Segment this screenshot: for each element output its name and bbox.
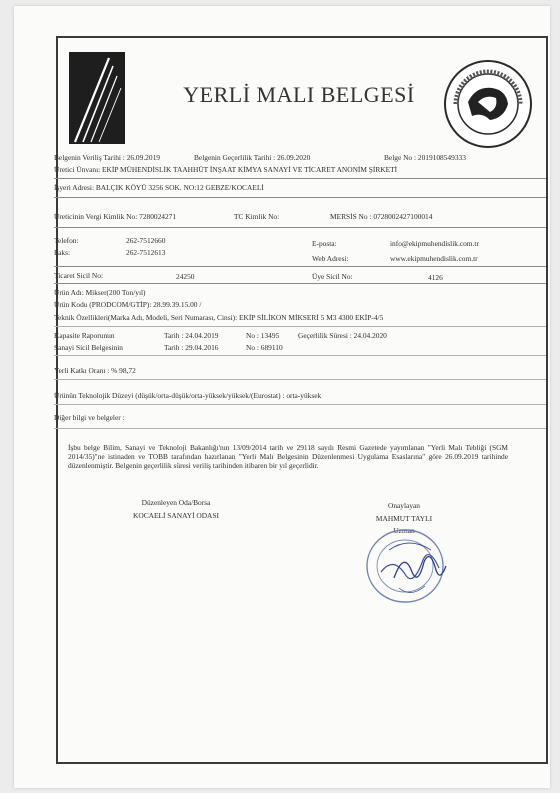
tax-id: Üreticinin Vergi Kimlik No: 7280024271 bbox=[54, 212, 177, 221]
technology-level: Ürünün Teknolojik Düzeyi (düşük/orta-düşük/orta-yüksek/yüksek/(Eurostat) : orta-yüksek bbox=[54, 391, 322, 400]
divider bbox=[54, 355, 546, 356]
phone-label: Telefon: bbox=[54, 236, 79, 245]
issuer-name: KOCAELİ SANAYİ ODASI bbox=[133, 511, 219, 520]
divider bbox=[54, 266, 546, 267]
fax-value: 262-7512613 bbox=[126, 248, 166, 257]
other-documents: Diğer bilgi ve belgeler : bbox=[54, 413, 125, 422]
approver-label: Onaylayan bbox=[387, 501, 420, 510]
divider bbox=[54, 227, 546, 228]
capacity-report-number: No : 13495 bbox=[246, 331, 280, 340]
producer-title: Üretici Ünvanı: EKİP MÜHENDİSLİK TAAHHÜT İNŞAAT KİMYA SANAYİ VE TİCARET ANONİM ŞİRKETİ bbox=[54, 165, 398, 174]
mersis-number: MERSİS No : 0728002427100014 bbox=[330, 212, 433, 221]
industry-registry-number: No : 689110 bbox=[246, 343, 283, 352]
divider bbox=[54, 178, 546, 179]
workplace-address: İşyeri Adresi: BALÇIK KÖYÜ 3256 SOK. NO:12 GEBZE/KOCAELİ bbox=[54, 183, 264, 192]
trade-registry-value: 24250 bbox=[176, 272, 195, 281]
capacity-report-date: Tarih : 24.04.2019 bbox=[164, 331, 219, 340]
divider bbox=[54, 326, 546, 327]
phone-value: 262-7512660 bbox=[126, 236, 166, 245]
trade-registry-label: Ticaret Sicil No: bbox=[54, 271, 103, 280]
signature bbox=[390, 542, 450, 597]
product-code: Ürün Kodu (PRODCOM/GTİP): 28.99.39.15.00 / bbox=[54, 300, 202, 309]
product-name: Ürün Adı: Mikser(200 Ton/yıl) bbox=[54, 288, 146, 297]
divider bbox=[54, 379, 546, 380]
company-logo bbox=[69, 52, 125, 144]
capacity-report-label: Kapasite Raporunun bbox=[54, 331, 115, 340]
capacity-report-validity: Geçerlilik Süresi : 24.04.2020 bbox=[298, 331, 387, 340]
approver-name: MAHMUT TAYLI bbox=[375, 514, 433, 523]
divider bbox=[54, 283, 546, 284]
approver-role: Uzman bbox=[393, 526, 415, 535]
divider bbox=[54, 404, 546, 405]
local-content-rate: Yerli Katkı Oranı : % 98,72 bbox=[54, 366, 136, 375]
legal-paragraph: İşbu belge Bilim, Sanayi ve Teknoloji Bakanlığı'nın 13/09/2014 tarih ve 29118 sayılı Resmi Gazetede yayımlanan "Yerli Malı Tebliği (SGM 2014/35)"ne istinaden ve TOBB tarafından hazırlanan "Yerli Malı Belgesinin Düzenlenmesi Uygulama Esaslarına" göre 26.09.2019 tarihinde düzenlenmiştir. Belgenin geçerlilik süresi veriliş tarihinden itibaren bir yıl geçerlidir. bbox=[68, 443, 508, 471]
divider bbox=[54, 197, 546, 198]
member-registry-value: 4126 bbox=[428, 273, 443, 282]
technical-specs: Teknik Özellikleri(Marka Adı, Modeli, Seri Numarası, Cinsi): EKİP SİLİKON MİKSERİ 5 M3 4300 EKİP-4/5 bbox=[54, 313, 384, 322]
tobb-seal-logo bbox=[442, 58, 534, 150]
fax-label: Faks: bbox=[54, 248, 71, 257]
document-page bbox=[14, 6, 550, 788]
web-label: Web Adresi: bbox=[312, 254, 349, 263]
issuer-label: Düzenleyen Oda/Borsa bbox=[141, 498, 211, 507]
email-label: E-posta: bbox=[312, 239, 337, 248]
email-value: info@ekipmuhendislik.com.tr bbox=[390, 239, 479, 248]
validity-date: Belgenin Geçerlilik Tarihi : 26.09.2020 bbox=[194, 153, 311, 162]
web-value: www.ekipmuhendislik.com.tr bbox=[390, 254, 478, 263]
document-number: Belge No : 2019108549333 bbox=[384, 153, 466, 162]
divider bbox=[54, 428, 546, 429]
tc-id: TC Kimlik No: bbox=[234, 212, 280, 221]
industry-registry-date: Tarih : 29.04.2016 bbox=[164, 343, 219, 352]
member-registry-label: Üye Sicil No: bbox=[312, 272, 353, 281]
issue-date: Belgenin Veriliş Tarihi : 26.09.2019 bbox=[54, 153, 160, 162]
document-title: YERLİ MALI BELGESİ bbox=[183, 82, 415, 107]
industry-registry-label: Sanayi Sicil Belgesinin bbox=[54, 343, 123, 352]
